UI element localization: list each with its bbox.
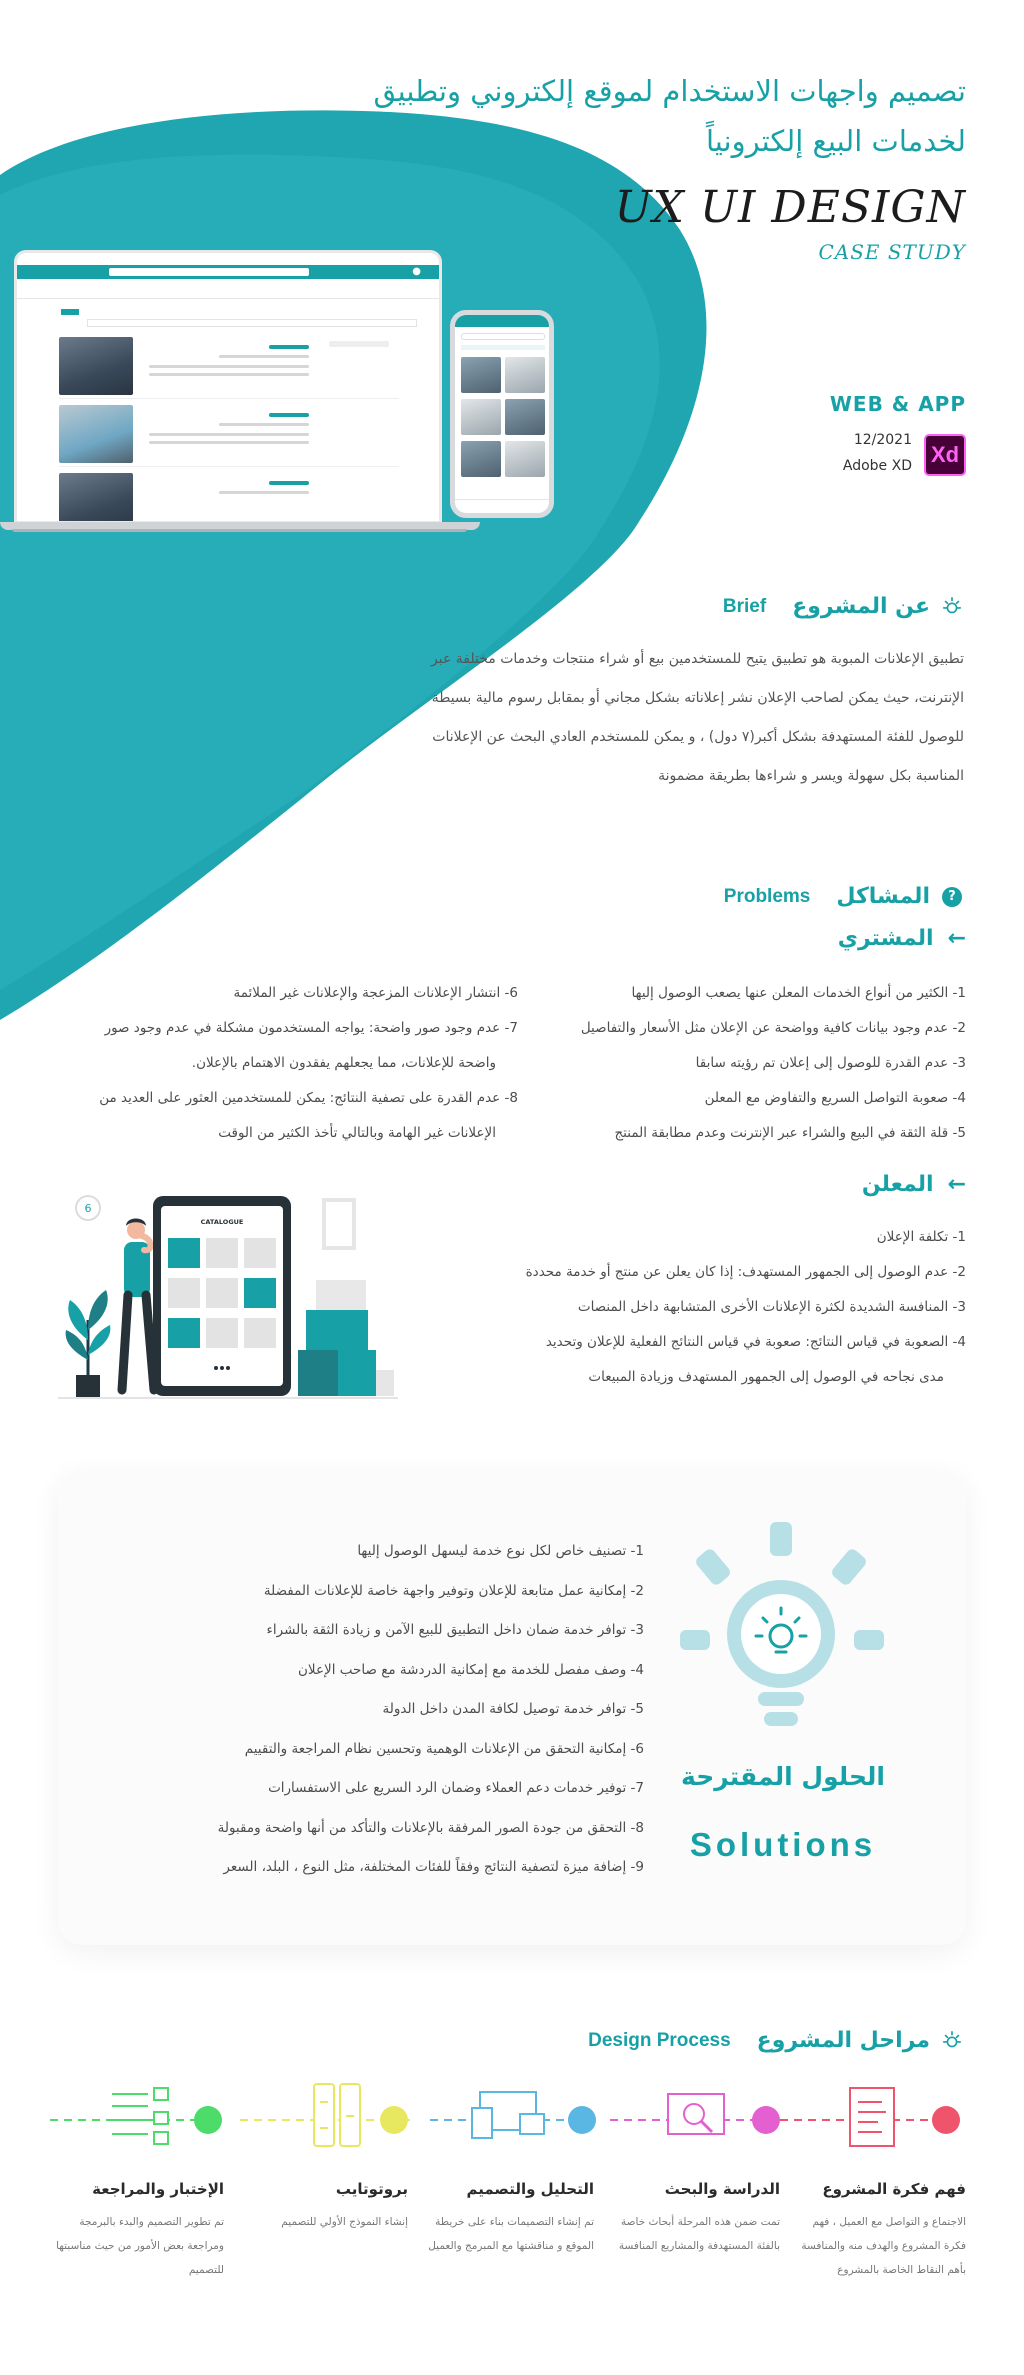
advertiser-title: المعلن [861, 1172, 934, 1197]
list-item: 8- التحقق من جودة الصور المرفقة بالإعلانات والتأكد من أنها واضحة ومقبولة [217, 1819, 644, 1836]
website-nav [17, 287, 439, 299]
lightbulb-icon [940, 595, 964, 619]
app-listing-tile [461, 441, 501, 477]
lightbulb-icon [940, 2029, 964, 2053]
brief-header [723, 594, 964, 619]
boxes-illustration [298, 1200, 394, 1396]
problems-header [724, 884, 964, 909]
case-study-label: CASE STUDY [818, 240, 966, 264]
step-4-marker [240, 2084, 410, 2146]
buyer-header [838, 926, 966, 951]
process-step-5 [54, 2180, 224, 2282]
list-item: 9- إضافة ميزة لتصفية النتائج وفقاً للفئات المختلفة، مثل النوع ، البلد، السعر [223, 1859, 644, 1875]
website-listing-card [59, 473, 399, 524]
process-title-en: Design Process [588, 2029, 731, 2051]
buyer-title: المشتري [837, 926, 934, 951]
problems-title-ar: المشاكل [836, 884, 930, 909]
process-step-desc: تم إنشاء التصميمات بناء على خريطة الموقع و مناقشتها مع المبرمج والعميل [428, 2216, 594, 2252]
process-step-title: الإختبار والمراجعة [92, 2180, 224, 2198]
platforms-label: WEB & APP [829, 392, 966, 416]
problems-title-en: Problems [723, 885, 811, 907]
process-step-4 [238, 2180, 408, 2234]
website-logo: ● [412, 266, 421, 277]
list-item: 7- توفير خدمات دعم العملاء وضمان الرد السريع على الاستفسارات [268, 1780, 644, 1796]
project-date: 12/2021 [853, 432, 912, 448]
brief-title-en: Brief [722, 595, 767, 617]
list-item: 4- وصف مفصل للخدمة مع إمكانية الدردشة مع صاحب الإعلان [297, 1661, 644, 1678]
app-listing-tile [505, 399, 545, 435]
list-item: 1- تصنيف خاص لكل نوع خدمة ليسهل الوصول إليها [357, 1543, 644, 1559]
process-step-desc: الاجتماع و التواصل مع العميل ، فهم فكرة المشروع والهدف منه والمنافسة بأهم النقاط الخاصة بالمشروع [801, 2216, 966, 2276]
listing-car-image [59, 405, 133, 463]
app-listing-tile [505, 357, 545, 393]
website-search-bar [109, 268, 309, 276]
process-step-title: التحليل والتصميم [466, 2180, 594, 2198]
process-step-title: الدراسة والبحث [664, 2180, 780, 2198]
list-item: 2- عدم وجود بيانات كافية وواضحة عن الإعلان مثل الأسعار والتفاصيل [580, 1020, 966, 1036]
hero-title: تصميم واجهات الاستخدام لموقع إلكتروني وتطبيق لخدمات البيع إلكترونياً [373, 74, 966, 158]
catalogue-label: CATALOGUE [200, 1218, 244, 1226]
app-search-bar [461, 333, 545, 340]
process-step-desc: إنشاء النموذج الأولي للتصميم [281, 2216, 408, 2228]
list-item: 5- قلة الثقة في البيع والشراء عبر الإنترنت وعدم مطابقة المنتج [614, 1125, 966, 1141]
process-step-1 [796, 2180, 966, 2282]
app-bottom-nav [455, 499, 549, 513]
arrow-left-icon: ← [947, 1172, 966, 1197]
step-2-marker [610, 2094, 780, 2134]
list-item: مدى نجاحه في الوصول إلى الجمهور المستهدف وزيادة المبيعات [588, 1369, 944, 1385]
website-filter-button [61, 309, 79, 315]
list-item: 3- توافر خدمة ضمان داخل التطبيق للبيع الآمن و زيادة الثقة بالشراء [266, 1622, 644, 1638]
solutions-title-en: Solutions [689, 1826, 877, 1863]
app-header-bar [455, 315, 549, 327]
buyer-problems-list-left [99, 976, 518, 1151]
arrow-left-icon: ← [947, 926, 966, 951]
list-item: 6- إمكانية التحقق من الإعلانات الوهمية وتحسين نظام المراجعة والتقييم [244, 1740, 644, 1757]
process-step-desc: تم تطوير التصميم والبدء بالبرمجة ومراجعة بعض الأمور من حيث مناسبتها للتصميم [56, 2216, 224, 2276]
step-1-marker [780, 2088, 960, 2146]
plant-illustration [66, 1290, 111, 1397]
solutions-list [218, 1532, 644, 1888]
list-item: 3- عدم القدرة للوصول إلى إعلان تم رؤيته سابقا [695, 1055, 966, 1071]
app-category-row [461, 345, 545, 350]
buyer-problems-list-right [581, 976, 966, 1151]
brief-title-ar: عن المشروع [792, 594, 930, 619]
list-item: 5- توافر خدمة توصيل لكافة المدن داخل الدولة [382, 1701, 644, 1717]
listing-car-image [59, 337, 133, 395]
advertiser-header [862, 1172, 966, 1197]
design-tool-name: Adobe XD [842, 458, 912, 474]
ux-ui-heading: UX UI DESIGN [614, 182, 966, 233]
list-item: واضحة للإعلانات، مما يجعلهم يفقدون الاهتمام بالإعلان. [191, 1055, 496, 1071]
app-listing-tile [461, 357, 501, 393]
list-item: 1- تكلفة الإعلان [876, 1229, 966, 1245]
svg-text:6: 6 [84, 1202, 92, 1215]
list-item: 6- انتشار الإعلانات المزعجة والإعلانات غير الملائمة [233, 985, 518, 1001]
list-item: 1- الكثير من أنواع الخدمات المعلن عنها يصعب الوصول إليها [631, 985, 966, 1001]
list-item: الإعلانات غير الهامة وبالتالي تأخذ الكثير من الوقت [218, 1125, 496, 1141]
website-listing-card [59, 337, 399, 399]
solutions-title-ar: الحلول المقترحة [681, 1762, 885, 1791]
list-item: 3- المنافسة الشديدة لكثرة الإعلانات الأخرى المتشابهة داخل المنصات [577, 1299, 966, 1315]
app-listing-tile [505, 441, 545, 477]
person-illustration [122, 1219, 154, 1391]
listing-car-image [59, 473, 133, 524]
catalogue-illustration [58, 1190, 398, 1405]
process-step-2 [610, 2180, 780, 2258]
step-5-marker [50, 2088, 222, 2144]
advertiser-problems-list [526, 1220, 966, 1395]
process-header [588, 2028, 964, 2053]
website-listing-card [59, 405, 399, 467]
list-item: 4- صعوبة التواصل السريع والتفاوض مع المعلن [704, 1090, 966, 1106]
process-step-desc: تمت ضمن هذه المرحلة أبحاث خاصة بالفئة المستهدفة والمشاريع المنافسة [618, 2216, 780, 2252]
app-listing-tile [461, 399, 501, 435]
step-3-marker [430, 2092, 596, 2138]
brief-text: تطبيق الإعلانات المبوبة هو تطبيق يتيح للمستخدمين بيع أو شراء منتجات وخدمات مختلفة عبر الإنترنت، حيث يمكن لصاحب الإعلان نشر إعلاناته بشكل مجاني أو بمقابل رسوم مالية بسيطة للوصول للفئة المستهدفة بشكل أكبر(٧ دول) ، و يمكن للمستخدم العادي البحث عن الإعلانات المناسبة بكل سهولة ويسر و شراءها بطريقة مضمونة [431, 651, 964, 784]
process-step-3 [424, 2180, 594, 2258]
list-item: 8- عدم القدرة على تصفية النتائج: يمكن للمستخدمين العثور على العديد من [99, 1090, 518, 1106]
phone-mockup [450, 310, 554, 518]
laptop-base-edge [12, 529, 467, 532]
question-icon: ? [942, 887, 962, 907]
website-filter-row [87, 319, 417, 327]
laptop-mockup [14, 250, 442, 524]
list-item: 2- إمكانية عمل متابعة للإعلان وتوفير واجهة خاصة للإعلانات المفضلة [263, 1582, 644, 1599]
process-timeline [50, 2070, 980, 2170]
lightbulb-icon [672, 1522, 892, 1742]
list-item: 7- عدم وجود صور واضحة: يواجه المستخدمون مشكلة في عدم وجود صور [104, 1020, 518, 1036]
catalogue-grid [168, 1238, 276, 1348]
process-step-title: بروتوتايب [335, 2180, 408, 2198]
process-step-title: فهم فكرة المشروع [822, 2180, 966, 2198]
list-item: 2- عدم الوصول إلى الجمهور المستهدف: إذا كان يعلن عن منتج أو خدمة محددة [525, 1264, 966, 1280]
list-item: 4- الصعوبة في قياس النتائج: صعوبة في قياس النتائج الفعلية للإعلان وتحديد [545, 1334, 966, 1350]
process-title-ar: مراحل المشروع [756, 2028, 930, 2053]
adobe-xd-icon: Xd [924, 434, 966, 476]
